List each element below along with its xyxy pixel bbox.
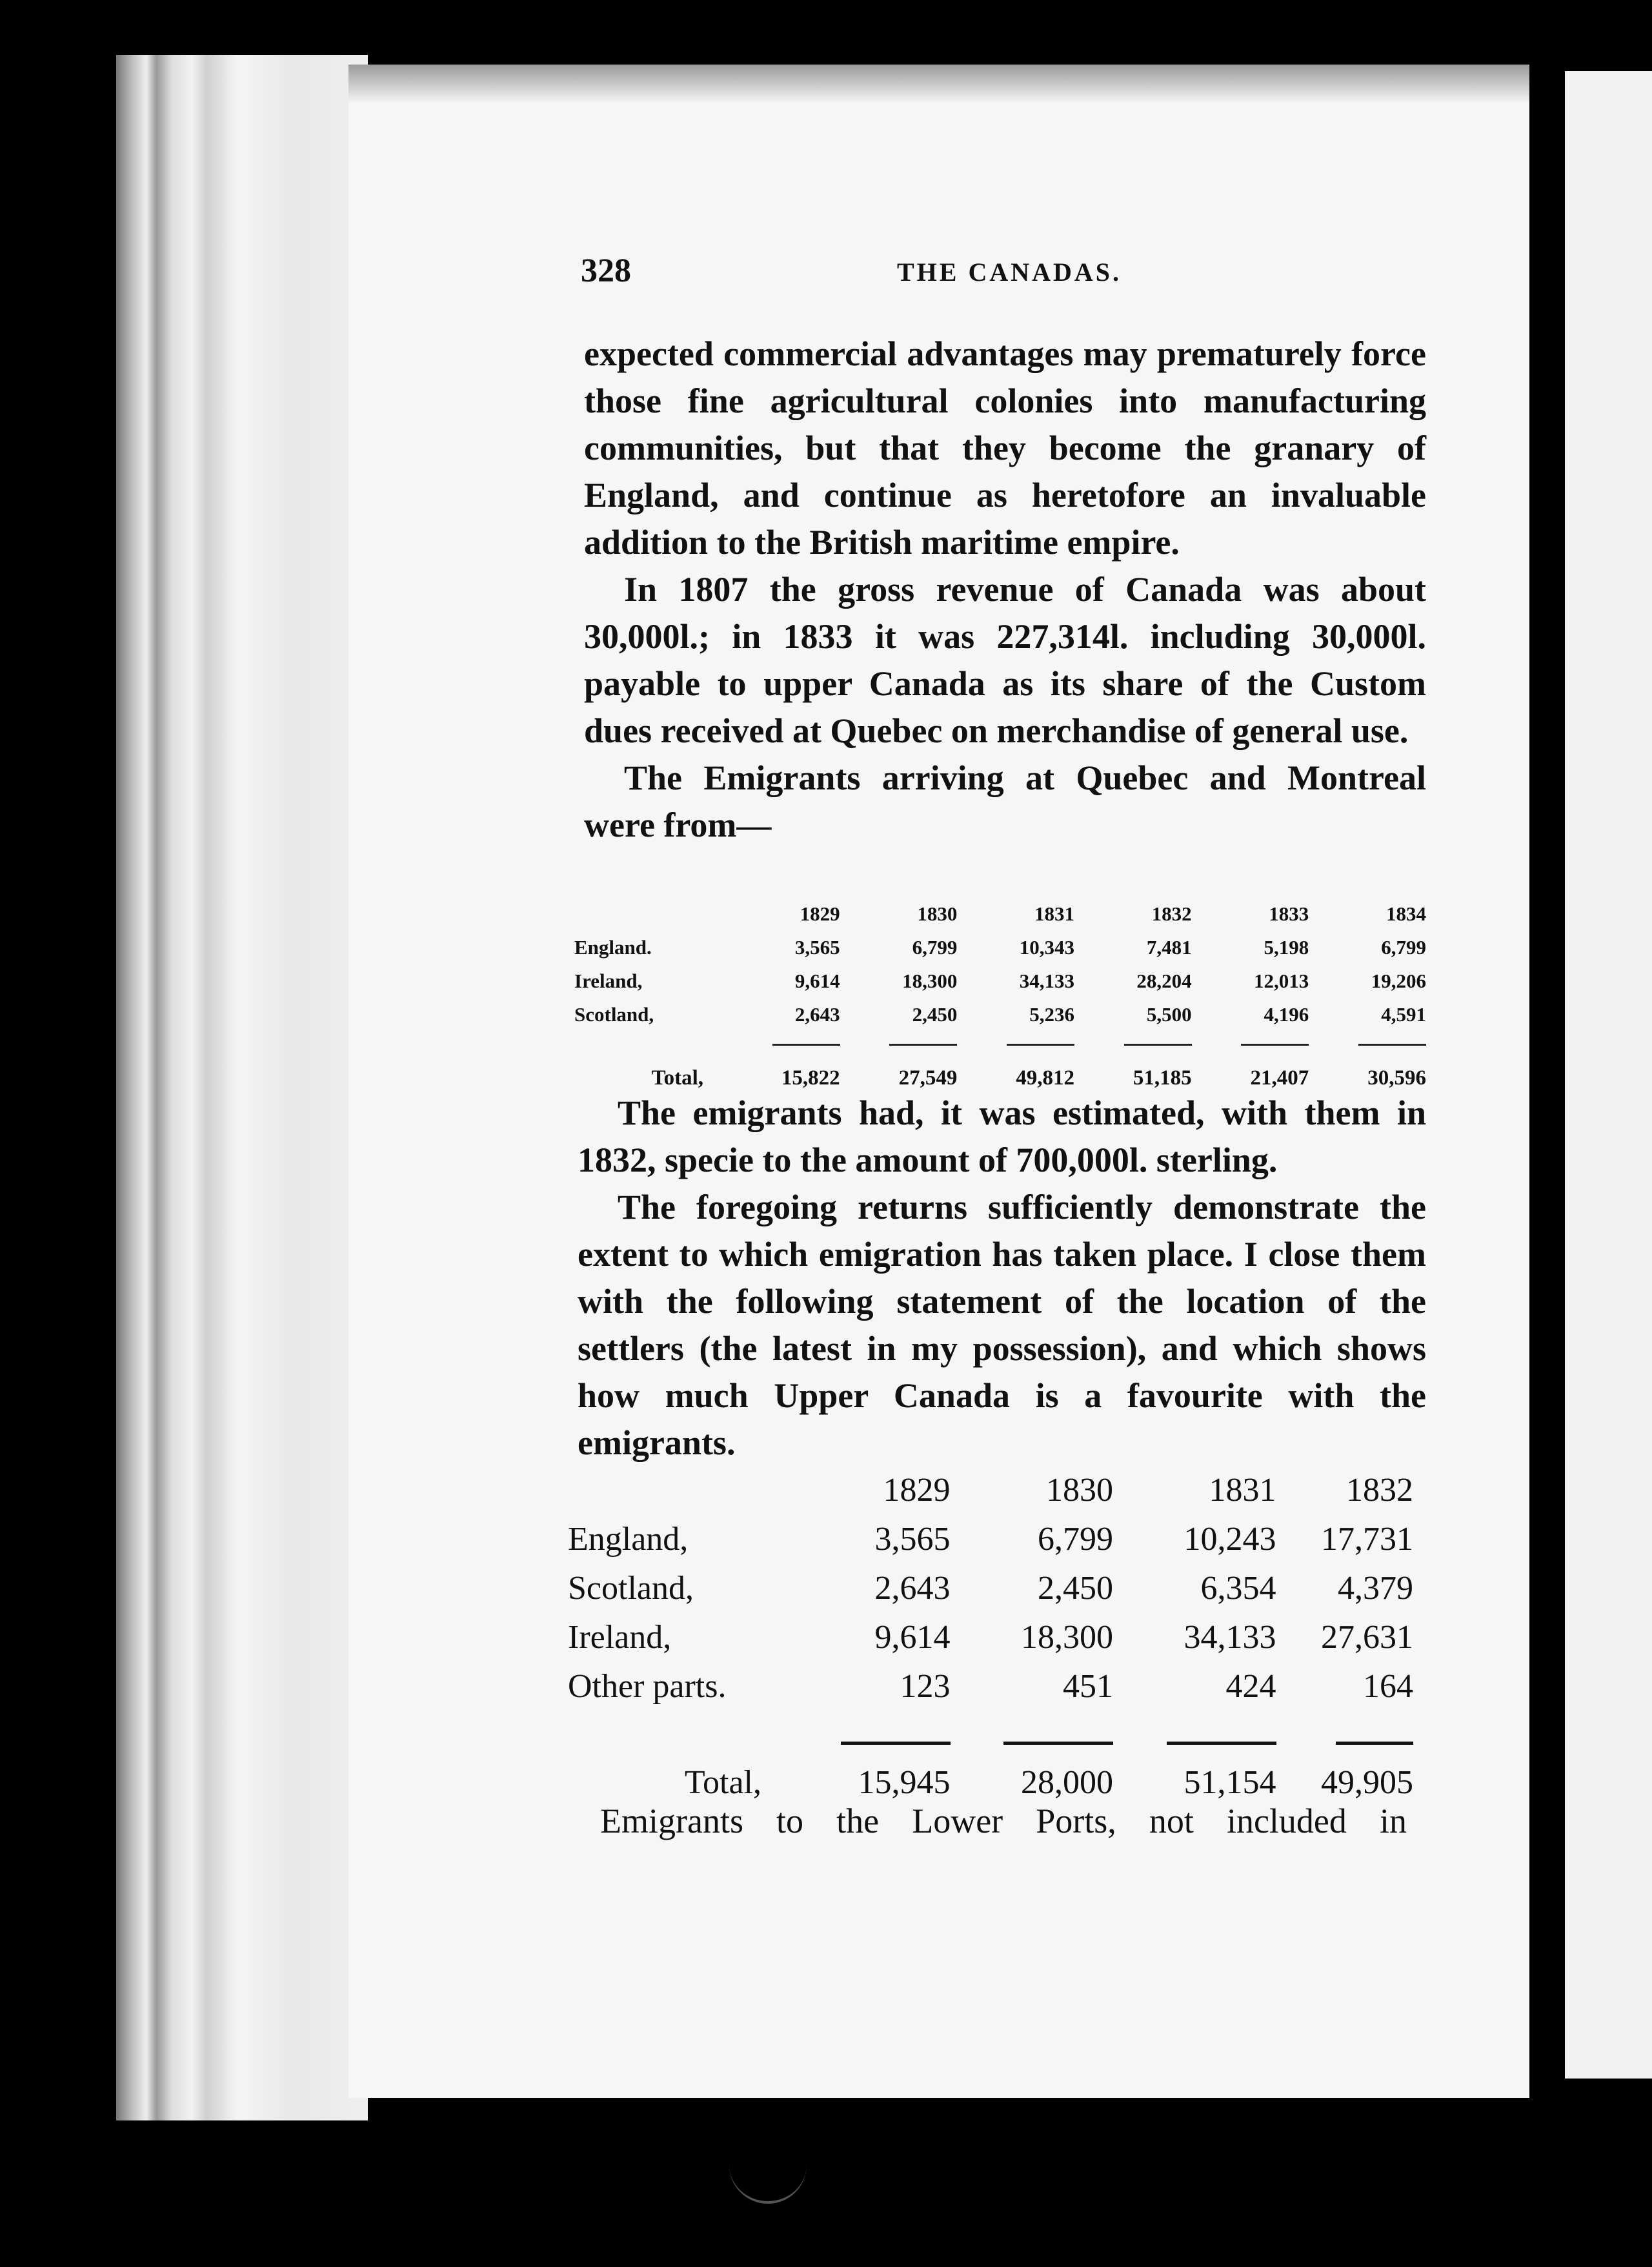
- page-number: 328: [581, 252, 631, 289]
- table-cell: 6,799: [912, 936, 958, 959]
- emigrants-table-1829-1834: [574, 897, 1426, 1101]
- table-cell: 164: [1363, 1667, 1413, 1705]
- year-header: 1830: [1046, 1471, 1114, 1509]
- table-cell: 18,300: [902, 970, 958, 992]
- table-rule-row: [574, 1032, 1426, 1055]
- settlers-location-table-1829-1832: [568, 1465, 1413, 1811]
- table-row: [568, 1612, 1413, 1662]
- table-row: [568, 1662, 1413, 1711]
- table-cell: 451: [1063, 1667, 1114, 1705]
- row-label: England.: [574, 936, 652, 959]
- total-cell: 15,822: [781, 1066, 840, 1090]
- year-header: 1831: [1209, 1471, 1276, 1509]
- sum-rule: [1241, 1044, 1309, 1046]
- table-cell: 5,500: [1146, 1003, 1192, 1026]
- table-cell: 10,243: [1184, 1520, 1276, 1558]
- row-label: Scotland,: [568, 1569, 694, 1607]
- table-cell: 6,799: [1038, 1520, 1114, 1558]
- sum-rule: [889, 1044, 957, 1046]
- row-label: England,: [568, 1520, 689, 1558]
- table-cell: 123: [900, 1667, 951, 1705]
- paragraph-commercial: expected commercial advantages may prematurely force those fine agricultural colonies into manufacturing communities, but that they become the granary of England, and continue as heretofore an invaluable addition to the British maritime empire.: [584, 334, 1426, 562]
- year-header: 1829: [800, 902, 840, 925]
- table-cell: 34,133: [1019, 970, 1074, 992]
- total-cell: 49,905: [1321, 1764, 1413, 1801]
- row-label: Other parts.: [568, 1667, 727, 1705]
- table-rule-row: [568, 1711, 1413, 1753]
- table-cell: 2,643: [874, 1569, 951, 1607]
- table-cell: 34,133: [1184, 1618, 1276, 1656]
- binding-mark: [729, 2150, 807, 2204]
- table-cell: 9,614: [794, 970, 840, 992]
- year-header: 1829: [883, 1471, 951, 1509]
- table-cell: 5,236: [1029, 1003, 1074, 1026]
- table-cell: 12,013: [1254, 970, 1309, 992]
- year-header: 1831: [1034, 902, 1074, 925]
- paragraph-foregoing-returns: The foregoing returns sufficiently demonstrate the extent to which emigration has taken place. I close them with the following statement of the location of the settlers (the latest in my possession), and which shows how much Upper Canada is a favourite with the emigrants.: [578, 1188, 1426, 1462]
- total-cell: 27,549: [898, 1066, 958, 1090]
- table-row: [574, 931, 1426, 964]
- table-cell: 6,354: [1200, 1569, 1276, 1607]
- total-cell: 51,185: [1133, 1066, 1192, 1090]
- total-label: Total,: [651, 1066, 703, 1090]
- row-label: Scotland,: [574, 1003, 654, 1026]
- table-cell: 4,196: [1264, 1003, 1309, 1026]
- table-cell: 2,643: [794, 1003, 840, 1026]
- book-page-edges: [116, 55, 368, 2120]
- table-cell: 3,565: [794, 936, 840, 959]
- table-header-row: [574, 897, 1426, 931]
- table-row: [574, 998, 1426, 1032]
- sum-rule: [1358, 1044, 1426, 1046]
- table-header-row: [568, 1465, 1413, 1514]
- table-cell: 2,450: [1038, 1569, 1114, 1607]
- table-cell: 18,300: [1021, 1618, 1114, 1656]
- sum-rule: [1003, 1742, 1113, 1745]
- sum-rule: [841, 1742, 951, 1745]
- total-cell: 28,000: [1021, 1764, 1114, 1801]
- sum-rule: [772, 1044, 840, 1046]
- total-cell: 21,407: [1250, 1066, 1309, 1090]
- table-cell: 19,206: [1371, 970, 1426, 992]
- paragraph-specie: The emigrants had, it was estimated, with them in 1832, specie to the amount of 700,000l. sterling.: [578, 1093, 1426, 1179]
- row-label: Ireland,: [568, 1618, 672, 1656]
- total-cell: 15,945: [858, 1764, 951, 1801]
- table-row: [568, 1563, 1413, 1612]
- table-cell: 5,198: [1264, 936, 1309, 959]
- year-header: 1834: [1386, 902, 1426, 925]
- table-cell: 7,481: [1146, 936, 1192, 959]
- row-label: Ireland,: [574, 970, 643, 992]
- sum-rule: [1336, 1742, 1413, 1745]
- sum-rule: [1007, 1044, 1074, 1046]
- chapter-title: THE CANADAS.: [897, 258, 1122, 287]
- sum-rule: [1167, 1742, 1276, 1745]
- table-row: [574, 964, 1426, 998]
- table-cell: 4,591: [1381, 1003, 1426, 1026]
- table-cell: 17,731: [1321, 1520, 1413, 1558]
- table-cell: 4,379: [1338, 1569, 1413, 1607]
- table-row: [568, 1514, 1413, 1563]
- table-cell: 28,204: [1136, 970, 1192, 992]
- paragraph-lower-ports: Emigrants to the Lower Ports, not included in: [600, 1802, 1407, 1840]
- year-header: 1832: [1151, 902, 1192, 925]
- table-cell: 6,799: [1381, 936, 1426, 959]
- paragraph-emigrants-intro: The Emigrants arriving at Quebec and Montreal were from—: [584, 758, 1426, 844]
- table-cell: 2,450: [912, 1003, 958, 1026]
- table-cell: 10,343: [1019, 936, 1074, 959]
- sum-rule: [1124, 1044, 1192, 1046]
- total-cell: 51,154: [1184, 1764, 1276, 1801]
- table-cell: 424: [1225, 1667, 1276, 1705]
- table-cell: 3,565: [874, 1520, 951, 1558]
- facing-page-edge: [1565, 71, 1652, 2079]
- year-header: 1833: [1269, 902, 1309, 925]
- text-block-middle: [578, 1090, 1426, 1467]
- table-cell: 9,614: [874, 1618, 951, 1656]
- total-cell: 30,596: [1367, 1066, 1426, 1090]
- year-header: 1832: [1346, 1471, 1413, 1509]
- running-head: [581, 252, 1433, 290]
- paragraph-revenue: In 1807 the gross revenue of Canada was about 30,000l.; in 1833 it was 227,314l. including 30,000l. payable to upper Canada as its share of the Custom dues received at Quebec on merchandise of general use.: [584, 570, 1426, 750]
- total-label: Total,: [684, 1764, 761, 1801]
- text-block-upper: [584, 330, 1426, 849]
- total-cell: 49,812: [1016, 1066, 1074, 1090]
- page-shadow: [348, 65, 1529, 103]
- table-cell: 27,631: [1321, 1618, 1413, 1656]
- year-header: 1830: [917, 902, 958, 925]
